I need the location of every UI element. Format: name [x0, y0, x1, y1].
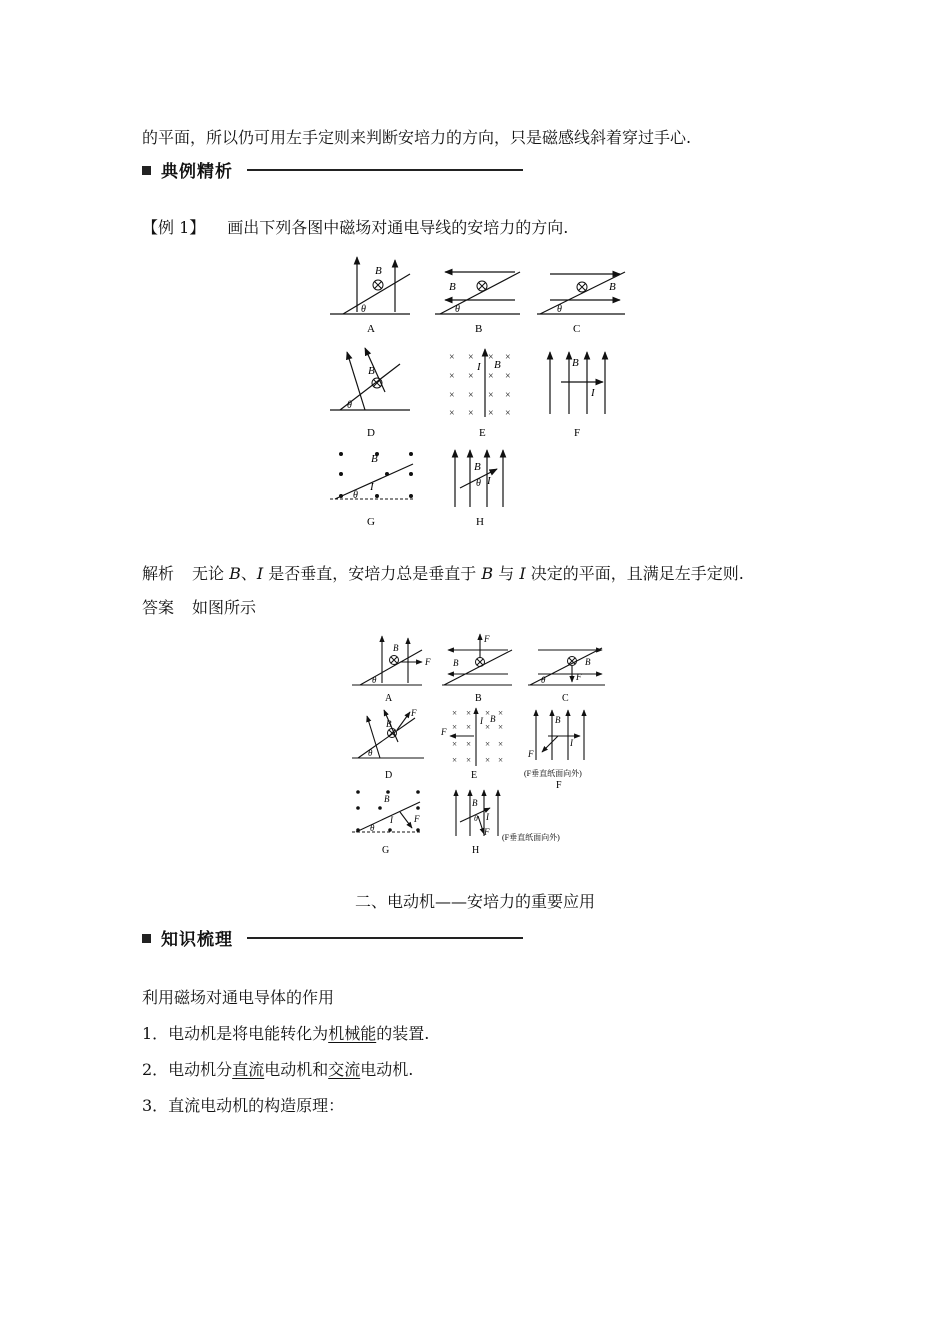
square-bullet-icon [142, 166, 151, 175]
field-label: B [386, 719, 392, 729]
force-label: F [425, 657, 431, 667]
item-text: 电动机和 [264, 1060, 329, 1079]
item-text: 1．电动机是将电能转化为 [142, 1024, 329, 1043]
cross-mark: × [505, 371, 511, 382]
answer-panel-e [440, 708, 503, 781]
cross-mark: × [488, 352, 494, 363]
cross-mark: × [488, 408, 494, 419]
answer-panel-g [352, 790, 422, 856]
item-text: 2．电动机分 [142, 1060, 233, 1079]
answer-panel-f [524, 710, 584, 791]
answer-panel-a [352, 636, 431, 704]
example-prompt [142, 217, 568, 239]
angle-label: θ [557, 304, 562, 315]
cross-mark: × [488, 390, 494, 401]
cross-mark: × [485, 739, 491, 749]
force-label: F [484, 634, 490, 644]
cross-mark: × [449, 371, 455, 382]
section-header-examples [142, 157, 523, 181]
answer-panel-g-label: G [382, 845, 390, 856]
square-bullet-icon [142, 934, 151, 943]
section-title: 典例精析 [161, 161, 233, 182]
item-text: 的装置. [376, 1024, 430, 1043]
item-text: 电动机. [360, 1060, 414, 1079]
angle-label: θ [455, 304, 460, 315]
cross-mark: × [498, 739, 504, 749]
question-figure [325, 252, 635, 537]
answer-panel-e-label: E [471, 770, 478, 781]
current-label: I [390, 815, 393, 825]
answer-panel-b-label: B [475, 693, 482, 704]
cross-mark: × [449, 390, 455, 401]
answer-panel-d-label: D [385, 770, 393, 781]
answer-panel-h [456, 790, 560, 856]
panel-d-label: D [367, 427, 375, 439]
angle-label: θ [361, 304, 366, 315]
cross-mark: × [485, 722, 491, 732]
panel-h-label: H [476, 516, 484, 528]
answer-line [142, 597, 256, 619]
answer-figure [340, 630, 620, 862]
angle-label: θ [372, 675, 377, 685]
analysis-symbol: B [229, 564, 241, 583]
field-label: B [368, 365, 375, 377]
analysis-text: 、 [240, 564, 257, 583]
field-label: B [572, 357, 579, 369]
answer-text: 如图所示 [192, 598, 257, 617]
cross-mark: × [505, 408, 511, 419]
panel-e [449, 349, 511, 439]
cross-mark: × [468, 352, 474, 363]
panel-b [435, 272, 520, 335]
panel-c [537, 272, 625, 335]
cross-mark: × [485, 708, 491, 718]
force-label: F [414, 814, 420, 824]
answer-label: 答案 [142, 598, 175, 617]
panel-a [330, 257, 410, 335]
knowledge-item-3: 3．直流电动机的构造原理： [142, 1096, 345, 1115]
cross-mark: × [452, 755, 458, 765]
analysis-line [142, 563, 744, 585]
section-header-knowledge [142, 925, 523, 949]
analysis-text: 无论 [192, 564, 230, 583]
current-label: I [486, 812, 489, 822]
underlined-answer: 机械能 [328, 1024, 377, 1043]
angle-label: θ [474, 814, 478, 823]
section-title: 知识梳理 [161, 929, 233, 950]
cross-mark: × [449, 408, 455, 419]
field-label: B [449, 281, 456, 293]
knowledge-intro: 利用磁场对通电导体的作用 [142, 988, 335, 1007]
current-label: I [570, 738, 573, 748]
cross-mark: × [505, 390, 511, 401]
analysis-text: 与 [493, 564, 520, 583]
knowledge-item-1 [142, 1023, 429, 1045]
angle-label: θ [541, 675, 546, 685]
cross-mark: × [466, 755, 472, 765]
answer-panel-f-label: F [556, 780, 562, 791]
panel-f [550, 352, 605, 439]
answer-panel-d [352, 708, 424, 781]
force-label: F [441, 727, 447, 737]
field-label: B [453, 658, 459, 668]
underlined-answer: 交流 [328, 1060, 361, 1079]
angle-label: θ [347, 400, 352, 411]
field-label: B [384, 794, 390, 804]
force-label: F [576, 672, 582, 682]
cross-mark: × [452, 708, 458, 718]
field-label: B [472, 798, 478, 808]
analysis-symbol: B [481, 564, 494, 583]
current-label: I [480, 716, 483, 726]
cross-mark: × [485, 755, 491, 765]
analysis-text: 决定的平面，且满足左手定则. [525, 564, 744, 583]
example-tag: 【例 1】 [142, 218, 206, 237]
answer-panel-h-label: H [472, 845, 480, 856]
angle-label: θ [368, 748, 373, 758]
field-label: B [393, 643, 399, 653]
field-label: B [474, 461, 481, 473]
cross-mark: × [488, 371, 494, 382]
panel-e-label: E [479, 427, 486, 439]
panel-c-label: C [573, 323, 581, 335]
current-label: I [477, 361, 481, 373]
panel-b-label: B [475, 323, 483, 335]
field-label: B [490, 714, 496, 724]
answer-panel-c-label: C [562, 693, 569, 704]
panel-d [330, 348, 410, 439]
angle-label: θ [370, 823, 375, 833]
field-label: B [609, 281, 616, 293]
answer-panel-b [442, 634, 512, 704]
example-text: 画出下列各图中磁场对通电导线的安培力的方向. [227, 218, 569, 237]
cross-mark: × [498, 722, 504, 732]
force-label: F [411, 708, 417, 718]
cross-mark: × [468, 408, 474, 419]
field-label: B [555, 715, 561, 725]
intro-line: 的平面，所以仍可用左手定则来判断安培力的方向，只是磁感线斜着穿过手心. [142, 128, 692, 147]
field-label: B [375, 265, 382, 277]
knowledge-item-2 [142, 1059, 413, 1081]
analysis-text: 是否垂直，安培力总是垂直于 [263, 564, 482, 583]
force-direction-note: (F垂直纸面向外) [502, 833, 560, 842]
analysis-label: 解析 [142, 564, 175, 583]
cross-mark: × [468, 371, 474, 382]
current-label: I [370, 481, 374, 493]
cross-mark: × [449, 352, 455, 363]
cross-mark: × [505, 352, 511, 363]
cross-mark: × [498, 755, 504, 765]
panel-f-label: F [574, 427, 581, 439]
angle-label: θ [353, 490, 358, 501]
answer-panel-c [528, 648, 605, 704]
underlined-answer: 直流 [232, 1060, 265, 1079]
panel-g [330, 452, 413, 528]
current-label: I [487, 475, 491, 487]
force-label: F [484, 827, 490, 837]
cross-mark: × [452, 739, 458, 749]
cross-mark: × [466, 722, 472, 732]
force-label: F [528, 749, 534, 759]
angle-label: θ [476, 478, 481, 489]
field-label: B [371, 453, 378, 465]
cross-mark: × [498, 708, 504, 718]
current-label: I [591, 387, 595, 399]
analysis-symbol: I [519, 564, 526, 583]
section-rule [247, 169, 523, 171]
cross-mark: × [452, 722, 458, 732]
panel-h [455, 450, 503, 528]
field-label: B [494, 359, 501, 371]
cross-mark: × [466, 739, 472, 749]
analysis-symbol: I [256, 564, 264, 583]
heading-motor: 二、电动机——安培力的重要应用 [354, 892, 595, 911]
field-label: B [585, 657, 591, 667]
section-rule [247, 937, 523, 939]
cross-mark: × [466, 708, 472, 718]
panel-g-label: G [367, 516, 375, 528]
force-direction-note: (F垂直纸面向外) [524, 769, 582, 778]
cross-mark: × [468, 390, 474, 401]
panel-a-label: A [367, 323, 375, 335]
answer-panel-a-label: A [385, 693, 393, 704]
